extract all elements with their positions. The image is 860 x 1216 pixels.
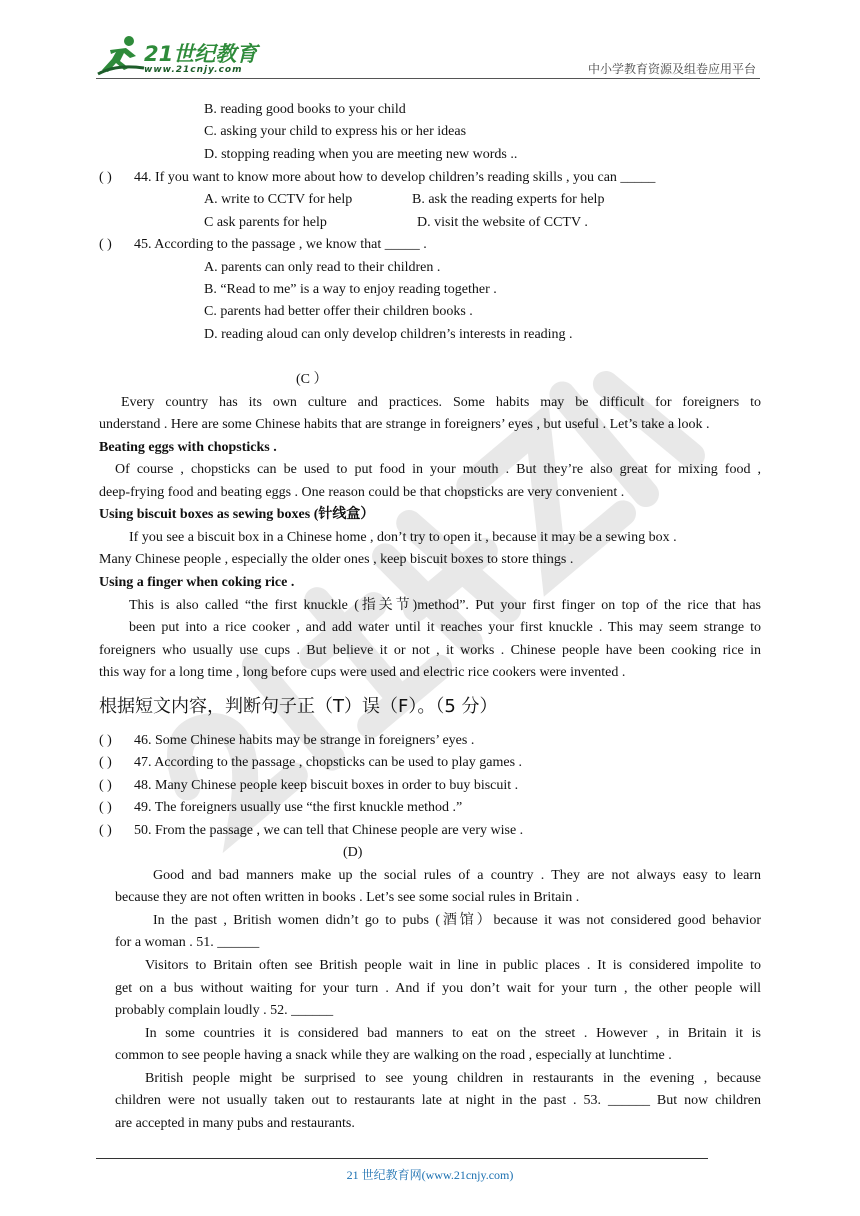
section-c-para-2-line-2: Many Chinese people , especially the older ones , keep biscuit boxes to store things . bbox=[99, 552, 574, 567]
section-d-para-5-line-3: are accepted in many pubs and restaurants. bbox=[115, 1116, 355, 1131]
section-d-para-5-line-1: British people might be surprised to see young children in restaurants in the evening , because bbox=[145, 1071, 761, 1086]
q46-statement: 46. Some Chinese habits may be strange in foreigners’ eyes . bbox=[134, 733, 475, 748]
section-c-heading-2: Using biscuit boxes as sewing boxes (针线盒） bbox=[99, 507, 375, 522]
q45-answer-bracket[interactable]: ( ) bbox=[99, 237, 112, 252]
q50-answer-bracket[interactable]: ( ) bbox=[99, 823, 112, 838]
header-platform-text: 中小学教育资源及组卷应用平台 bbox=[587, 62, 756, 76]
q43-option-b: B. reading good books to your child bbox=[204, 102, 406, 117]
q49-statement: 49. The foreigners usually use “the first knuckle method .” bbox=[134, 800, 463, 815]
tf-instruction: 根据短文内容，判断句子正（T）误（F）。（5 分） bbox=[99, 696, 498, 717]
q45-option-b: B. “Read to me” is a way to enjoy reading together . bbox=[204, 282, 497, 297]
q44-option-b: B. ask the reading experts for help bbox=[412, 192, 605, 207]
section-d-para-1-line-2: because they are not often written in books . Let’s see some social rules in Britain . bbox=[115, 890, 580, 905]
section-c-para-1-line-1: Of course , chopsticks can be used to put food in your mouth . But they’re also great for mixing food , bbox=[115, 462, 761, 477]
q48-answer-bracket[interactable]: ( ) bbox=[99, 778, 112, 793]
section-d-para-2-line-2: for a woman . 51. ______ bbox=[115, 935, 260, 950]
q45-option-a: A. parents can only read to their children . bbox=[204, 260, 441, 275]
header-logo bbox=[96, 34, 266, 80]
q45-option-d: D. reading aloud can only develop children’s interests in reading . bbox=[204, 327, 573, 342]
logo-url: www.21cnjy.com bbox=[144, 65, 243, 75]
section-d-para-4-line-1: In some countries it is considered bad manners to eat on the street . However , in Britain it is bbox=[145, 1026, 761, 1041]
q48-statement: 48. Many Chinese people keep biscuit boxes in order to buy biscuit . bbox=[134, 778, 519, 793]
section-c-para-3-line-1: This is also called “the first knuckle (指关节)method”. Put your first finger on top of the rice that has bbox=[129, 598, 761, 613]
q50-statement: 50. From the passage , we can tell that Chinese people are very wise . bbox=[134, 823, 524, 838]
header-rule bbox=[96, 78, 760, 79]
section-c-heading-3: Using a finger when coking rice . bbox=[99, 575, 295, 590]
q43-option-c: C. asking your child to express his or her ideas bbox=[204, 124, 467, 139]
section-d-para-2-line-1: In the past , British women didn’t go to pubs (酒馆）because it was not considered good behavior bbox=[153, 913, 761, 928]
section-c-label: (C ） bbox=[296, 372, 328, 387]
runner-logo-icon bbox=[96, 34, 148, 78]
q47-statement: 47. According to the passage , chopsticks can be used to play games . bbox=[134, 755, 523, 770]
section-d-para-1-line-1: Good and bad manners make up the social rules of a country . They are not always easy to learn bbox=[153, 868, 761, 883]
q43-option-d: D. stopping reading when you are meeting new words .. bbox=[204, 147, 518, 162]
section-d-para-4-line-2: common to see people having a snack while they are walking on the road , especially at lunchtime . bbox=[115, 1048, 672, 1063]
footer-text[interactable]: 21 世纪教育网(www.21cnjy.com) bbox=[346, 1168, 514, 1182]
section-c-para-1-line-2: deep-frying food and beating eggs . One reason could be that chopsticks are very convenient . bbox=[99, 485, 625, 500]
q44-option-a: A. write to CCTV for help bbox=[204, 192, 353, 207]
section-d-para-5-line-2: children were not usually taken out to restaurants late at night in the past . 53. ______ But now children bbox=[115, 1093, 761, 1108]
section-d-para-3-line-1: Visitors to Britain often see British people wait in line in public places . It is considered impolite to bbox=[145, 958, 761, 973]
q44-option-d: D. visit the website of CCTV . bbox=[417, 215, 588, 230]
section-c-para-3-line-2: been put into a rice cooker , and add water until it reaches your first knuckle . This may seem strange to bbox=[129, 620, 761, 635]
section-d-para-3-line-3: probably complain loudly . 52. ______ bbox=[115, 1003, 334, 1018]
section-d-label: (D) bbox=[343, 845, 363, 860]
q46-answer-bracket[interactable]: ( ) bbox=[99, 733, 112, 748]
section-c-heading-1: Beating eggs with chopsticks . bbox=[99, 440, 277, 455]
q45-stem: 45. According to the passage , we know that _____ . bbox=[134, 237, 427, 252]
logo-text: 21世纪教育 bbox=[144, 42, 258, 66]
footer-rule bbox=[96, 1158, 708, 1159]
section-c-para-2-line-1: If you see a biscuit box in a Chinese home , don’t try to open it , because it may be a sewing box . bbox=[129, 530, 677, 545]
section-c-intro-line-1: Every country has its own culture and practices. Some habits may be difficult for foreigners to bbox=[121, 395, 761, 410]
section-d-para-3-line-2: get on a bus without waiting for your turn . And if you don’t wait for your turn , the other people will bbox=[115, 981, 761, 996]
q44-stem: 44. If you want to know more about how to develop children’s reading skills , you can _____ bbox=[134, 170, 656, 185]
q45-option-c: C. parents had better offer their children books . bbox=[204, 304, 473, 319]
section-c-para-3-line-4: this way for a long time , long before cups were used and electric rice cookers were invented . bbox=[99, 665, 626, 680]
q44-option-c: C ask parents for help bbox=[204, 215, 327, 230]
q47-answer-bracket[interactable]: ( ) bbox=[99, 755, 112, 770]
section-c-para-3-line-3: foreigners who usually use cups . But believe it or not , it works . Chinese people have been cooking rice in bbox=[99, 643, 761, 658]
section-c-intro-line-2: understand . Here are some Chinese habits that are strange in foreigners’ eyes , but useful . Let’s take a look . bbox=[99, 417, 710, 432]
q44-answer-bracket[interactable]: ( ) bbox=[99, 170, 112, 185]
q49-answer-bracket[interactable]: ( ) bbox=[99, 800, 112, 815]
